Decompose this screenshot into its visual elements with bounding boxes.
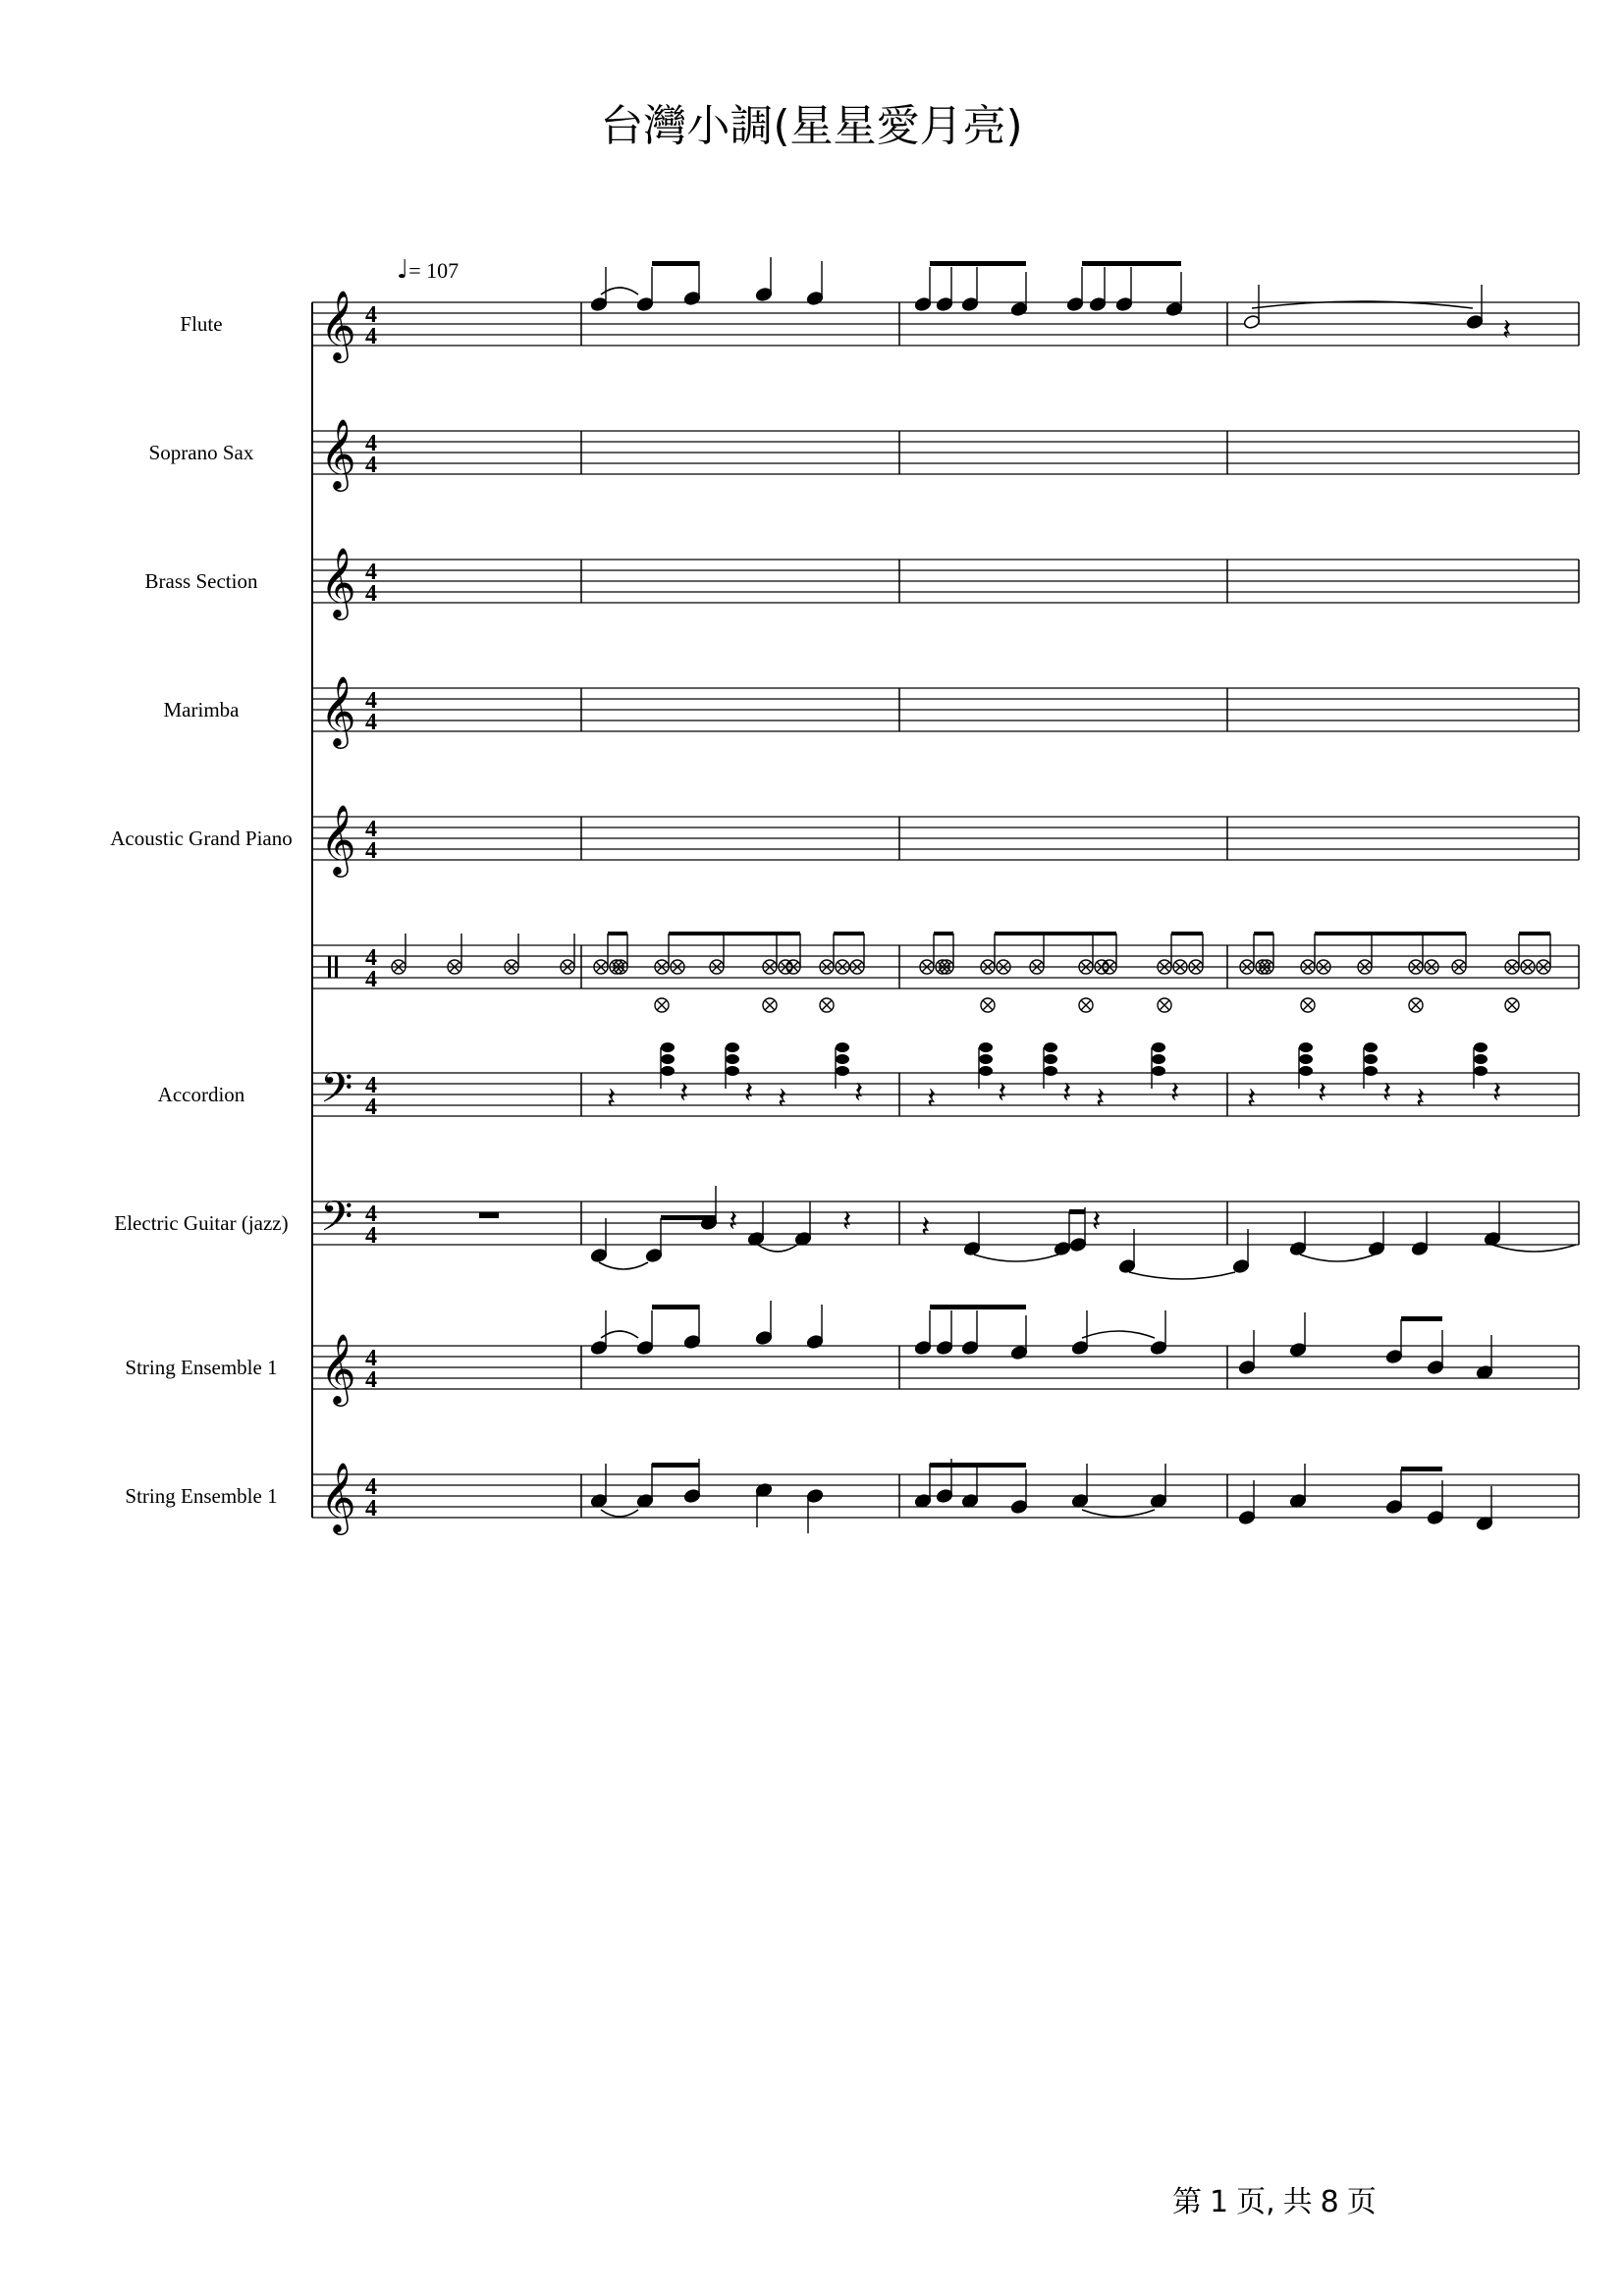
treble-clef-icon: 𝄞: [320, 289, 356, 360]
tie: [1082, 1331, 1155, 1338]
chord-note-head: [1299, 1054, 1313, 1064]
time-signature-denominator: 4: [365, 453, 377, 478]
note-head: [1385, 1349, 1403, 1363]
note-head: [590, 1340, 608, 1355]
instrument-label-flute: Flute: [180, 312, 223, 336]
note: [1071, 1464, 1089, 1509]
time-signature-numerator: 4: [365, 302, 377, 328]
treble-clef-icon: 𝄞: [320, 803, 356, 875]
note: [1010, 1315, 1028, 1361]
rest-icon: 𝄽: [1062, 1076, 1072, 1110]
instrument-label-soprano-sax: Soprano Sax: [148, 441, 254, 464]
chord-note-head: [1299, 1042, 1313, 1052]
chord-note-head: [1474, 1042, 1488, 1052]
beam: [934, 932, 953, 935]
chord-note-head: [661, 1066, 675, 1076]
note: [590, 1218, 608, 1263]
note-head: [1089, 296, 1107, 311]
rest-icon: 𝄽: [679, 1076, 689, 1110]
chord-note-head: [836, 1042, 849, 1052]
note-head: [683, 291, 701, 305]
note: [1484, 1201, 1501, 1247]
note-head: [1243, 314, 1261, 329]
chord-note-head: [1152, 1054, 1165, 1064]
tie: [599, 1262, 648, 1269]
note-head: [1071, 1340, 1089, 1355]
note: [1150, 1464, 1167, 1509]
note-head: [936, 1488, 953, 1503]
note: [914, 267, 932, 312]
beam: [1069, 1209, 1085, 1214]
note: [636, 267, 654, 312]
percussion-clef-icon: [328, 956, 331, 978]
time-signature-denominator: 4: [365, 838, 377, 864]
treble-clef-icon: 𝄞: [320, 674, 356, 746]
note: [1385, 1469, 1403, 1515]
note-head: [1069, 1237, 1087, 1252]
percussion-note: [1079, 998, 1093, 1012]
chord-note-head: [1044, 1066, 1057, 1076]
footer-suffix: 页: [1346, 2185, 1377, 2219]
rest-icon: 𝄽: [1382, 1076, 1392, 1110]
beam: [652, 1305, 699, 1309]
beam: [1082, 261, 1181, 266]
note-head: [683, 1488, 701, 1503]
beam: [608, 932, 627, 935]
chord-note-head: [836, 1054, 849, 1064]
beam: [1401, 1316, 1442, 1321]
percussion-note: [1158, 998, 1171, 1012]
chord-note-head: [726, 1066, 739, 1076]
rest-icon: 𝄽: [1092, 1204, 1102, 1239]
chord-note-head: [1299, 1066, 1313, 1076]
note-head: [806, 291, 824, 305]
beam: [1401, 1467, 1442, 1471]
note: [961, 1310, 979, 1356]
percussion-note: [763, 998, 777, 1012]
note: [806, 1305, 824, 1350]
time-signature-denominator: 4: [365, 324, 377, 349]
note-head: [636, 296, 654, 311]
footer-prefix: 第: [1172, 2185, 1202, 2219]
staff-6: [312, 945, 1579, 992]
page-footer: [1168, 2177, 1380, 2220]
note: [1118, 1229, 1136, 1274]
note-head: [806, 1488, 824, 1503]
note: [794, 1201, 812, 1247]
note: [914, 1310, 932, 1356]
note-head: [683, 1334, 701, 1349]
note: [590, 1310, 608, 1356]
instrument-label-guitar: Electric Guitar (jazz): [114, 1211, 289, 1235]
beam: [669, 932, 800, 935]
note: [1238, 1330, 1256, 1375]
tie: [1300, 1255, 1375, 1261]
beam: [1519, 932, 1550, 935]
note: [590, 267, 608, 312]
chord-note-head: [836, 1066, 849, 1076]
note-head: [963, 1241, 981, 1255]
note-head: [1150, 1340, 1167, 1355]
note-head: [590, 1248, 608, 1262]
bass-clef-icon: 𝄢: [320, 1193, 353, 1252]
note-head: [1368, 1241, 1385, 1255]
time-signature-denominator: 4: [365, 581, 377, 607]
instrument-label-piano: Acoustic Grand Piano: [110, 827, 293, 850]
chord-note-head: [726, 1042, 739, 1052]
treble-clef-icon: 𝄞: [320, 417, 356, 489]
chord-note-head: [1044, 1042, 1057, 1052]
staff-8: [312, 1193, 1579, 1252]
note: [590, 1464, 608, 1509]
chord-note-head: [661, 1042, 675, 1052]
guitar-notes: [479, 1186, 1576, 1279]
note: [1150, 1310, 1167, 1356]
note: [636, 1310, 654, 1356]
rest-icon: 𝄽: [998, 1076, 1007, 1110]
chord-note-head: [979, 1042, 993, 1052]
percussion-note: [1505, 998, 1519, 1012]
tie: [974, 1255, 1058, 1261]
note: [1427, 1330, 1444, 1375]
note: [1010, 1469, 1028, 1515]
rest-icon: 𝄽: [854, 1076, 864, 1110]
chord-note-head: [1044, 1054, 1057, 1064]
chord-note-head: [1152, 1042, 1165, 1052]
beam: [1315, 932, 1466, 935]
rest-icon: 𝄽: [744, 1076, 754, 1110]
time-signature-denominator: 4: [365, 1496, 377, 1522]
note-head: [1066, 296, 1084, 311]
beam: [661, 1215, 716, 1220]
footer-page-number: 1: [1210, 2185, 1229, 2219]
footer-mid: 页,: [1236, 2185, 1275, 2219]
staff-2: [312, 417, 1579, 492]
note: [1089, 267, 1107, 312]
treble-clef-icon: 𝄞: [320, 546, 356, 617]
note-head: [1411, 1241, 1429, 1255]
note-head: [755, 1330, 773, 1345]
note-head: [1010, 1345, 1028, 1360]
note-head: [1115, 296, 1133, 311]
time-signature-numerator: 4: [365, 688, 377, 714]
time-signature-denominator: 4: [365, 1367, 377, 1393]
note-head: [1165, 301, 1183, 316]
note-head: [1289, 1342, 1307, 1357]
rest-icon: 𝄽: [1502, 313, 1512, 347]
whole-rest-icon: [479, 1212, 499, 1218]
note-head: [645, 1248, 663, 1262]
chord-note-head: [1364, 1042, 1378, 1052]
percussion-note: [655, 998, 669, 1012]
drum-notes: [392, 932, 1550, 1012]
note-head: [806, 1334, 824, 1349]
quarter-note-icon: ♩: [397, 255, 409, 285]
note-head: [961, 1340, 979, 1355]
note: [936, 1310, 953, 1356]
tie: [758, 1245, 797, 1252]
note: [806, 261, 824, 306]
rest-icon: 𝄽: [1096, 1082, 1106, 1116]
note: [755, 257, 773, 302]
chord-note-head: [1364, 1066, 1378, 1076]
rest-icon: 𝄽: [1492, 1076, 1502, 1110]
percussion-note: [1301, 998, 1315, 1012]
time-signature-numerator: 4: [365, 431, 377, 456]
note-head: [755, 287, 773, 301]
time-signature-denominator: 4: [365, 1095, 377, 1120]
rest-icon: 𝄽: [729, 1204, 738, 1239]
note: [645, 1218, 663, 1263]
time-signature-denominator: 4: [365, 710, 377, 735]
note: [1165, 272, 1183, 317]
note-head: [1427, 1360, 1444, 1374]
note: [755, 1482, 773, 1527]
instrument-label-brass-section: Brass Section: [144, 569, 258, 593]
time-signature-numerator: 4: [365, 1073, 377, 1098]
note: [1115, 267, 1133, 312]
note-head: [1010, 1499, 1028, 1514]
beam: [930, 1305, 1026, 1309]
chord-note-head: [979, 1054, 993, 1064]
beam: [930, 261, 1026, 266]
time-signature-numerator: 4: [365, 560, 377, 585]
instrument-label-accordion: Accordion: [157, 1083, 245, 1106]
tie: [1492, 1245, 1576, 1252]
note-head: [1238, 1360, 1256, 1374]
rest-icon: 𝄽: [1318, 1076, 1327, 1110]
instrument-label-strings-1: String Ensemble 1: [125, 1356, 278, 1379]
footer-total-pages: 8: [1320, 2185, 1339, 2219]
note: [1232, 1229, 1250, 1274]
note: [683, 261, 701, 306]
score-title: 台灣小調(星星愛月亮): [600, 101, 1023, 151]
note: [1476, 1486, 1493, 1531]
note-head: [1010, 301, 1028, 316]
beam: [930, 1463, 1026, 1468]
note: [1066, 267, 1084, 312]
note-head: [1238, 1510, 1256, 1524]
note: [961, 267, 979, 312]
note: [936, 267, 953, 312]
beam: [1171, 932, 1203, 935]
percussion-note: [981, 998, 995, 1012]
beam: [1254, 932, 1273, 935]
time-signature-numerator: 4: [365, 1201, 377, 1227]
chord-note-head: [661, 1054, 675, 1064]
rest-icon: 𝄽: [927, 1082, 937, 1116]
rest-icon: 𝄽: [607, 1082, 617, 1116]
time-signature-denominator: 4: [365, 1223, 377, 1249]
note: [1427, 1480, 1444, 1525]
percussion-note: [1409, 998, 1423, 1012]
treble-clef-icon: 𝄞: [320, 1332, 356, 1404]
note-head: [1054, 1241, 1071, 1255]
footer-total-label: 共: [1282, 2185, 1313, 2219]
note-head: [1427, 1510, 1444, 1524]
percussion-note: [820, 998, 834, 1012]
beam: [652, 261, 699, 266]
rest-icon: 𝄽: [1170, 1076, 1180, 1110]
chord-note-head: [1474, 1054, 1488, 1064]
note: [1010, 272, 1028, 317]
rest-icon: 𝄽: [921, 1210, 931, 1245]
note-head: [936, 1340, 953, 1355]
rest-icon: 𝄽: [778, 1082, 787, 1116]
note: [961, 1464, 979, 1509]
note: [636, 1464, 654, 1509]
note: [1476, 1335, 1493, 1380]
rest-icon: 𝄽: [1416, 1082, 1426, 1116]
chord-note-head: [979, 1066, 993, 1076]
chord-note-head: [1364, 1054, 1378, 1064]
chord-note-head: [1152, 1066, 1165, 1076]
note: [747, 1201, 765, 1247]
note: [700, 1186, 718, 1231]
note-head: [1289, 1241, 1307, 1255]
treble-clef-icon: 𝄞: [320, 1461, 356, 1532]
rest-icon: 𝄽: [842, 1204, 852, 1239]
chord-note-head: [726, 1054, 739, 1064]
time-signature-numerator: 4: [365, 1346, 377, 1371]
note: [1385, 1319, 1403, 1364]
note-head: [914, 296, 932, 311]
time-signature-denominator: 4: [365, 967, 377, 992]
note: [1238, 1480, 1256, 1525]
note: [1289, 1464, 1307, 1509]
note-head: [1385, 1499, 1403, 1514]
note-head: [1466, 314, 1484, 329]
note-head: [636, 1340, 654, 1355]
rest-icon: 𝄽: [1247, 1082, 1257, 1116]
beam: [652, 1463, 699, 1468]
percussion-clef-icon: [335, 956, 338, 978]
tie: [1129, 1272, 1235, 1279]
note-head: [1118, 1258, 1136, 1273]
note: [1071, 1310, 1089, 1356]
beam: [995, 932, 1116, 935]
instrument-label-strings-2: String Ensemble 1: [125, 1484, 278, 1508]
tie: [1082, 1510, 1155, 1517]
time-signature-numerator: 4: [365, 1474, 377, 1500]
time-signature-numerator: 4: [365, 817, 377, 842]
staff-5: [312, 803, 1579, 878]
note: [683, 1305, 701, 1350]
note: [806, 1488, 824, 1533]
note-head: [936, 296, 953, 311]
instrument-label-marimba: Marimba: [163, 698, 240, 721]
chord-note-head: [1474, 1066, 1488, 1076]
tempo-text: = 107: [408, 258, 460, 283]
time-signature-numerator: 4: [365, 945, 377, 971]
tie: [601, 1510, 638, 1517]
note: [755, 1301, 773, 1346]
staff-4: [312, 674, 1579, 749]
note-head: [914, 1340, 932, 1355]
bass-clef-icon: 𝄢: [320, 1064, 353, 1123]
note: [914, 1464, 932, 1509]
note-head: [961, 296, 979, 311]
staff-3: [312, 546, 1579, 620]
beam: [834, 932, 864, 935]
note: [1289, 1312, 1307, 1358]
note-head: [590, 296, 608, 311]
